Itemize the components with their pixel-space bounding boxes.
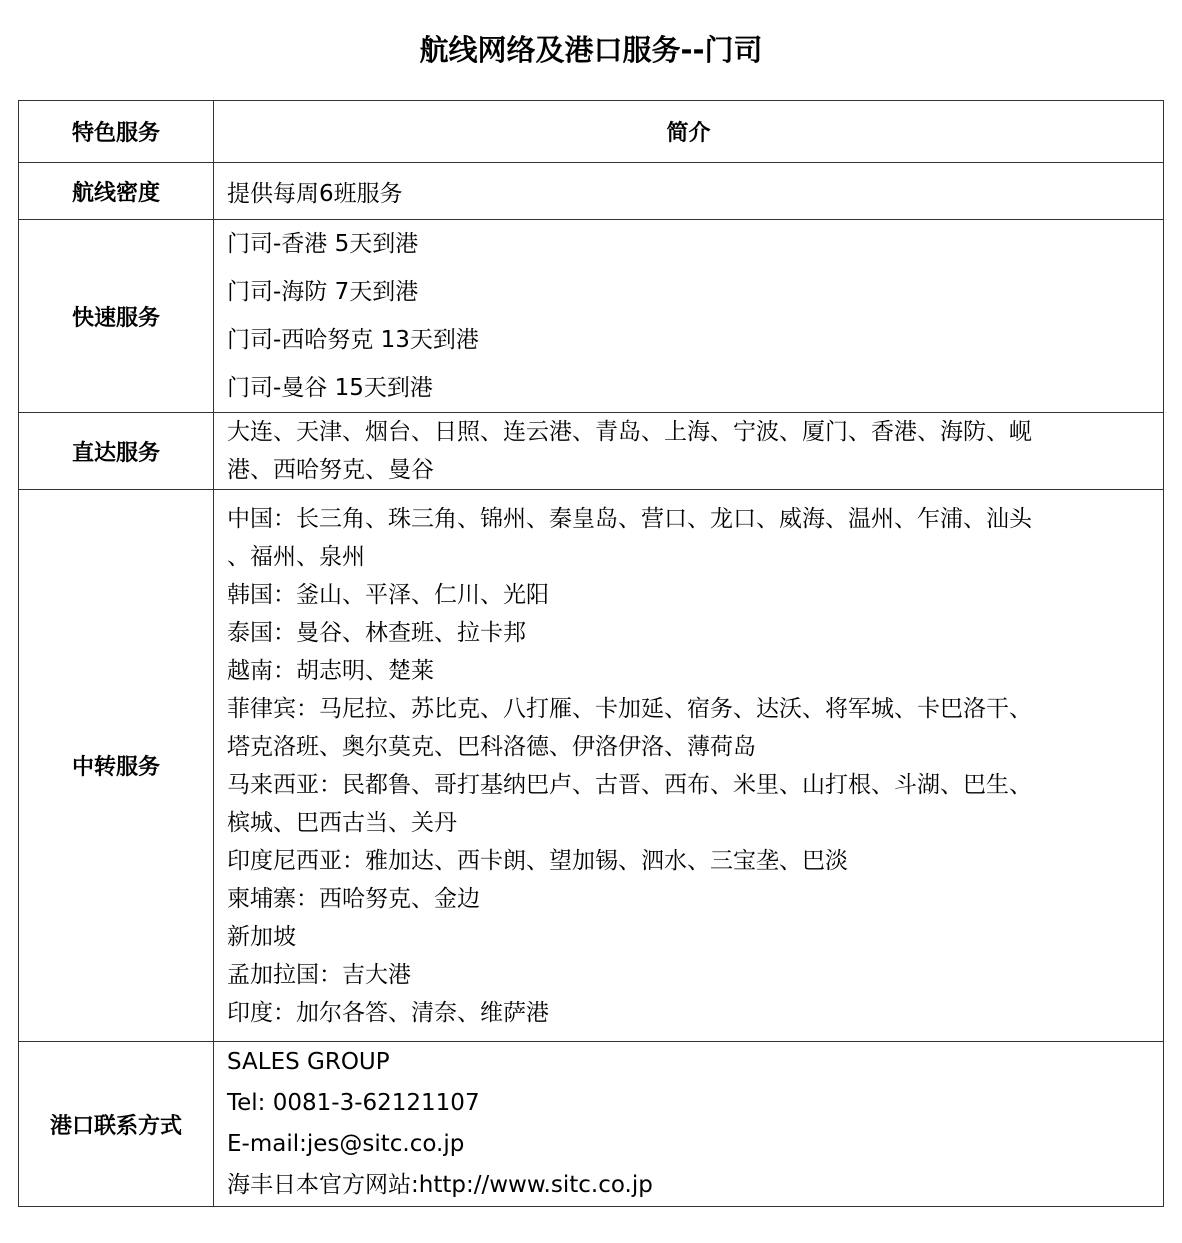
express-line: 门司-西哈努克 13天到港 <box>227 327 479 353</box>
table-row <box>19 163 1164 220</box>
service-table <box>18 100 1164 1207</box>
table-row <box>19 490 1164 1042</box>
contact-email: E-mail:jes@sitc.co.jp <box>227 1131 465 1157</box>
direct-line: 大连、天津、烟台、日照、连云港、青岛、上海、宁波、厦门、香港、海防、岘 <box>227 419 1032 445</box>
contact-website: 海丰日本官方网站:http://www.sitc.co.jp <box>227 1172 653 1198</box>
table-header-row <box>19 101 1164 163</box>
table-row <box>19 220 1164 413</box>
header-feature-service: 特色服务 <box>19 101 214 163</box>
row-label-express: 快速服务 <box>19 220 214 413</box>
transfer-line: 柬埔寨：西哈努克、金边 <box>227 885 480 912</box>
transfer-line: 越南：胡志明、楚莱 <box>227 657 434 684</box>
transfer-line: 新加坡 <box>227 923 296 950</box>
row-label-contact: 港口联系方式 <box>19 1042 214 1207</box>
transfer-line: 孟加拉国：吉大港 <box>227 961 411 988</box>
contact-phone: Tel: 0081-3-62121107 <box>227 1090 480 1116</box>
row-label-direct: 直达服务 <box>19 413 214 490</box>
row-value-density: 提供每周6班服务 <box>214 163 1164 220</box>
transfer-line: 塔克洛班、奥尔莫克、巴科洛德、伊洛伊洛、薄荷岛 <box>227 733 756 760</box>
table-row <box>19 1042 1164 1207</box>
transfer-line: 印度尼西亚：雅加达、西卡朗、望加锡、泗水、三宝垄、巴淡 <box>227 847 848 874</box>
transfer-line: 韩国：釜山、平泽、仁川、光阳 <box>227 581 549 608</box>
express-line: 门司-海防 7天到港 <box>227 279 419 305</box>
contact-group: SALES GROUP <box>227 1049 390 1075</box>
direct-line: 港、西哈努克、曼谷 <box>227 457 434 483</box>
row-value-direct <box>214 413 1164 490</box>
row-label-density: 航线密度 <box>19 163 214 220</box>
row-value-contact <box>214 1042 1164 1207</box>
table-row <box>19 413 1164 490</box>
row-value-transfer <box>214 490 1164 1042</box>
row-label-transfer: 中转服务 <box>19 490 214 1042</box>
express-line: 门司-香港 5天到港 <box>227 231 419 257</box>
transfer-line: 、福州、泉州 <box>227 543 365 570</box>
page-title: 航线网络及港口服务--门司 <box>419 33 763 67</box>
transfer-line: 中国：长三角、珠三角、锦州、秦皇岛、营口、龙口、威海、温州、乍浦、汕头 <box>227 505 1032 532</box>
transfer-line: 菲律宾：马尼拉、苏比克、八打雁、卡加延、宿务、达沃、将军城、卡巴洛干、 <box>227 695 1032 722</box>
transfer-line: 印度：加尔各答、清奈、维萨港 <box>227 999 549 1026</box>
header-introduction: 简介 <box>214 101 1164 163</box>
transfer-line: 马来西亚：民都鲁、哥打基纳巴卢、古晋、西布、米里、山打根、斗湖、巴生、 <box>227 771 1032 798</box>
express-line: 门司-曼谷 15天到港 <box>227 375 433 401</box>
row-value-express <box>214 220 1164 413</box>
transfer-line: 泰国：曼谷、林查班、拉卡邦 <box>227 619 526 646</box>
transfer-line: 槟城、巴西古当、关丹 <box>227 809 457 836</box>
